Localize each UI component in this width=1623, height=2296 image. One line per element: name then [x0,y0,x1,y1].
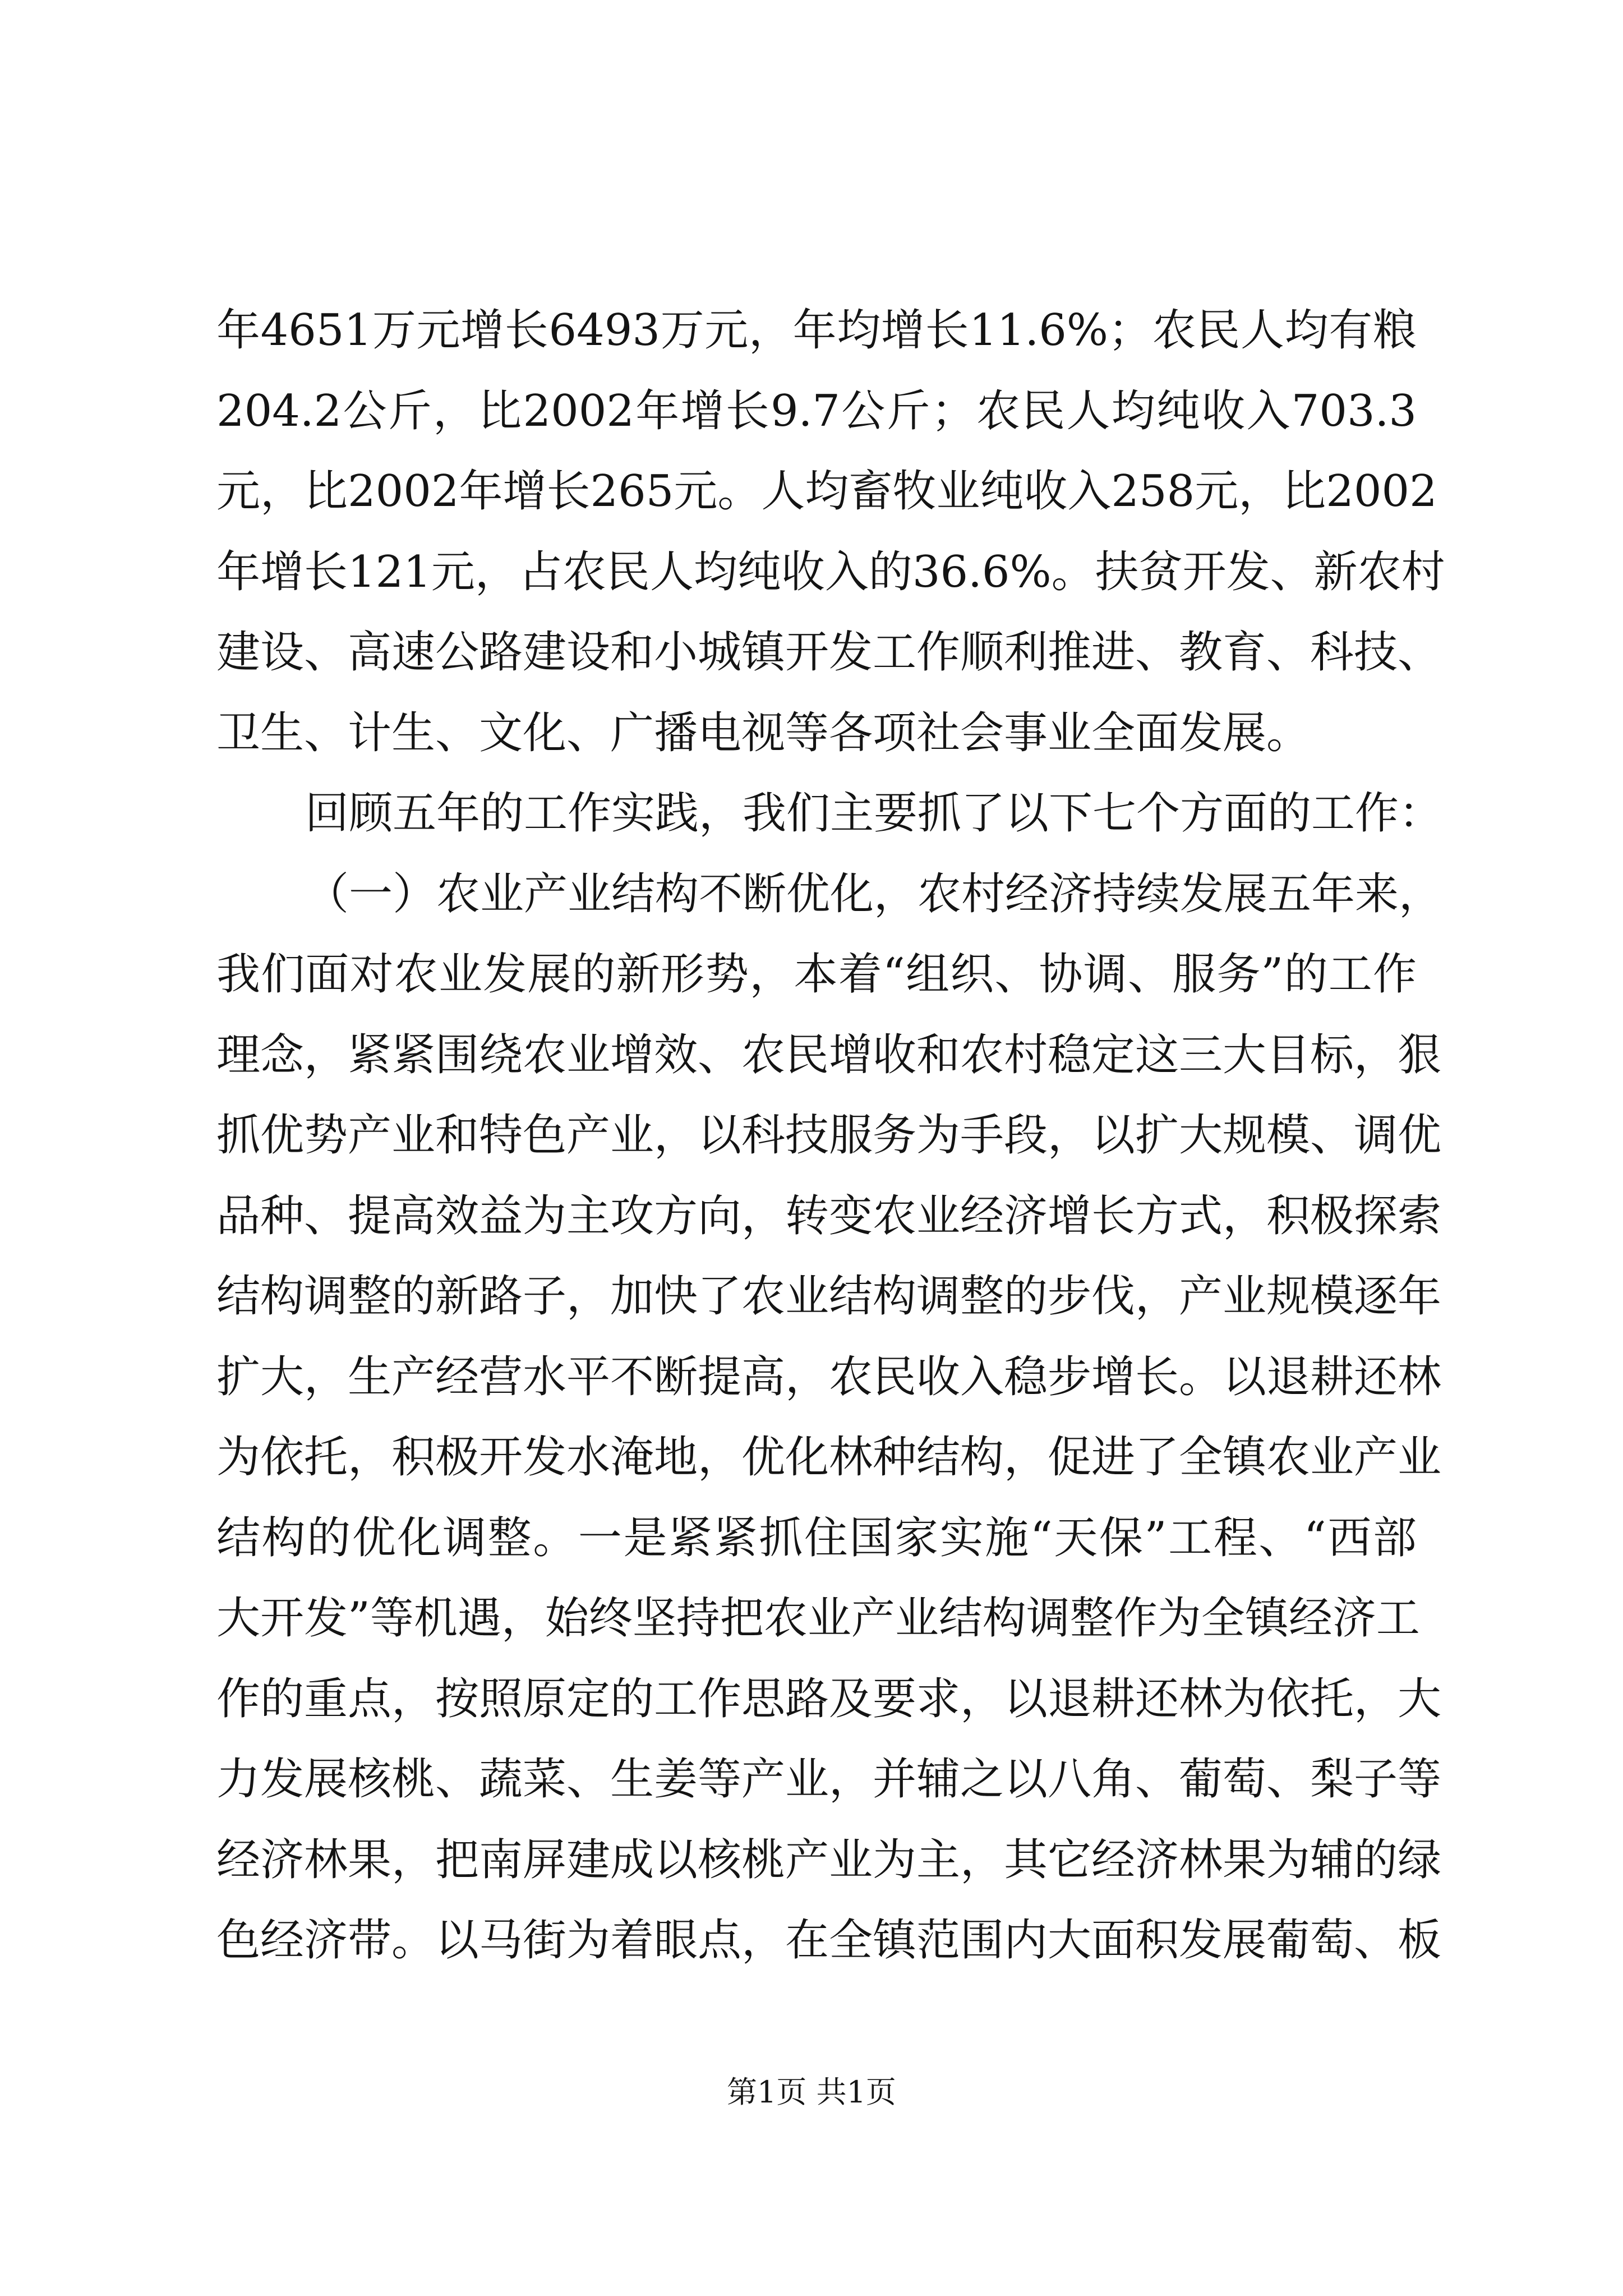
text-line: 理念，紧紧围绕农业增效、农民增收和农村稳定这三大目标，狠 [216,1029,1442,1080]
text-line: 年增长121元，占农民人均纯收入的36.6%。扶贫开发、新农村 [216,546,1445,597]
text-line: 品种、提高效益为主攻方向，转变农业经济增长方式，积极探索 [216,1190,1442,1241]
text-line: 回顾五年的工作实践，我们主要抓了以下七个方面的工作： [305,788,1443,839]
text-line: 抓优势产业和特色产业，以科技服务为手段，以扩大规模、调优 [216,1110,1442,1161]
text-line: 力发展核桃、蔬菜、生姜等产业，并辅之以八角、葡萄、梨子等 [216,1754,1442,1805]
text-line: 卫生、计生、文化、广播电视等各项社会事业全面发展。 [216,707,1311,758]
text-line: 色经济带。以马街为着眼点，在全镇范围内大面积发展葡萄、板 [216,1915,1442,1966]
section-heading-line: （一）农业产业结构不断优化，农村经济持续发展五年来， [305,868,1443,919]
text-line: 作的重点，按照原定的工作思路及要求，以退耕还林为依托，大 [216,1673,1442,1724]
text-line: 结构调整的新路子，加快了农业结构调整的步伐，产业规模逐年 [216,1271,1442,1322]
text-line: 大开发”等机遇，始终坚持把农业产业结构调整作为全镇经济工 [216,1593,1420,1644]
document-body [216,291,1445,1981]
text-line: 扩大，生产经营水平不断提高，农民收入稳步增长。以退耕还林 [216,1351,1442,1402]
page-number-footer: 第1页 共1页 [727,2074,896,2110]
text-line: 结构的优化调整。一是紧紧抓住国家实施“天保”工程、“西部 [216,1512,1417,1563]
text-line: 为依托，积极开发水淹地，优化林种结构，促进了全镇农业产业 [216,1432,1442,1483]
text-line: 建设、高速公路建设和小城镇开发工作顺利推进、教育、科技、 [216,627,1442,678]
text-line: 204.2公斤，比2002年增长9.7公斤；农民人均纯收入703.3 [216,385,1417,436]
text-line: 元，比2002年增长265元。人均畜牧业纯收入258元，比2002 [216,466,1437,517]
text-line: 我们面对农业发展的新形势，本着“组织、协调、服务”的工作 [216,949,1417,1000]
text-line: 经济林果，把南屏建成以核桃产业为主，其它经济林果为辅的绿 [216,1834,1442,1885]
text-line: 年4651万元增长6493万元，年均增长11.6%；农民人均有粮 [216,305,1417,356]
